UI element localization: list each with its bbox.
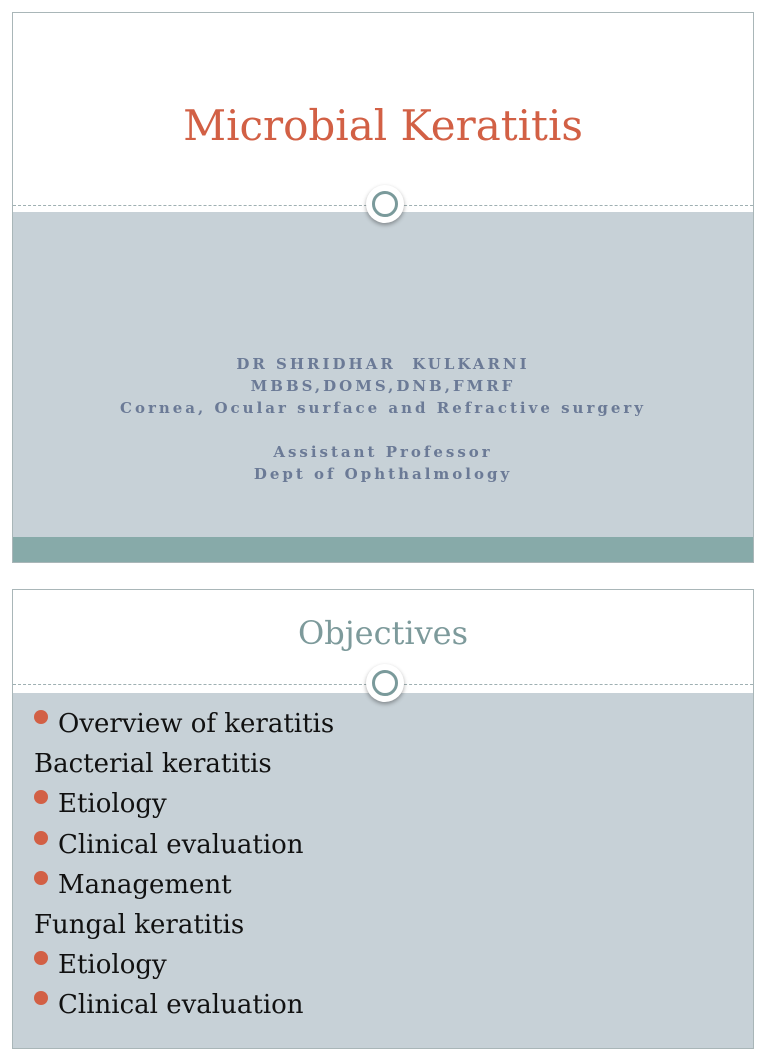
presenter-name: DR SHRIDHAR KULKARNI xyxy=(236,355,530,373)
list-item-text: Bacterial keratitis xyxy=(34,749,272,780)
subtitle-spacer xyxy=(13,419,753,441)
list-item-text: Clinical evaluation xyxy=(58,829,304,860)
list-item xyxy=(34,865,334,905)
objectives-list xyxy=(34,704,334,1026)
presenter-department: Dept of Ophthalmology xyxy=(253,465,513,483)
list-item-text: Overview of keratitis xyxy=(58,709,335,739)
ring-icon xyxy=(366,185,404,223)
bullet-icon xyxy=(34,951,48,965)
list-item-text: Fungal keratitis xyxy=(34,910,245,941)
list-item-text: Etiology xyxy=(58,789,167,820)
presenter-degrees: MBBS,DOMS,DNB,FMRF xyxy=(250,377,516,395)
bullet-icon xyxy=(34,991,48,1005)
list-item-text: Management xyxy=(58,869,232,900)
slide-title: Microbial Keratitis xyxy=(183,101,583,150)
presenter-info xyxy=(13,353,753,485)
presenter-position: Assistant Professor xyxy=(273,443,493,461)
list-item xyxy=(34,985,334,1025)
bullet-icon xyxy=(34,710,48,724)
list-heading xyxy=(34,905,334,945)
bullet-icon xyxy=(34,871,48,885)
list-item xyxy=(34,784,334,824)
objectives-slide xyxy=(12,589,754,1049)
list-item xyxy=(34,825,334,865)
list-item-text: Etiology xyxy=(58,950,167,981)
slide-title: Objectives xyxy=(297,614,469,652)
title-slide xyxy=(12,12,754,563)
list-item-text: Clinical evaluation xyxy=(58,990,304,1021)
bullet-icon xyxy=(34,831,48,845)
bullet-icon xyxy=(34,790,48,804)
presenter-specialty: Cornea, Ocular surface and Refractive surgery xyxy=(120,399,646,417)
footer-band xyxy=(13,537,753,563)
list-item xyxy=(34,945,334,985)
list-item xyxy=(34,704,334,744)
list-heading xyxy=(34,744,334,784)
ring-icon xyxy=(366,664,404,702)
